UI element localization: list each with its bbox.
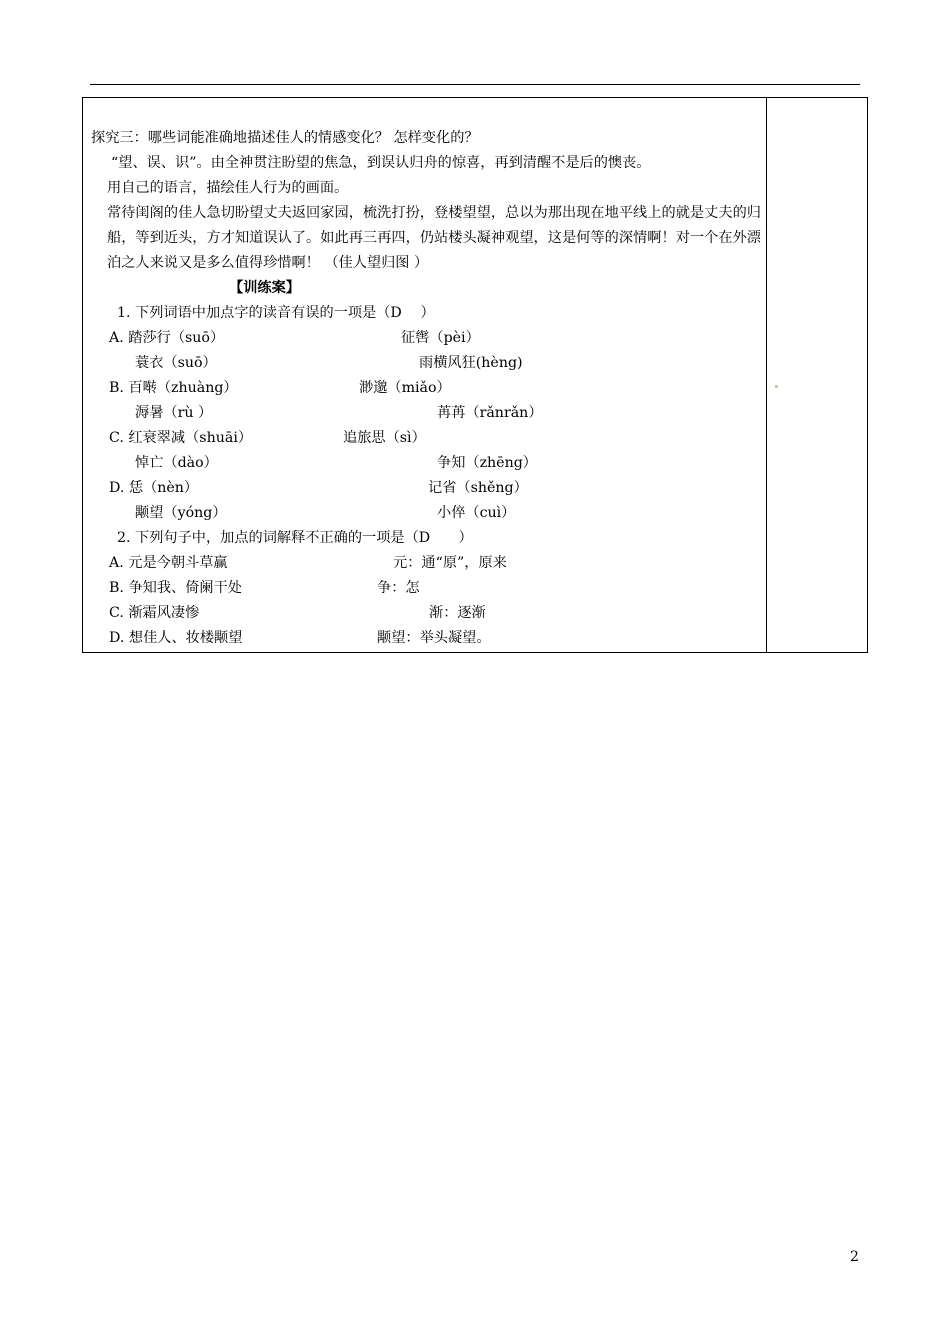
q2-option-right: 元：通“原”，原来 [393,555,507,571]
column-divider [766,98,767,652]
page-number: 2 [850,1249,859,1265]
q1-option-row [91,501,761,526]
q1-option-row [91,426,761,451]
explore-answer: “望、误、识”。由全神贯注盼望的焦急，到误认归舟的惊喜，再到清醒不是后的懊丧。 [111,155,651,171]
q1-option-row [91,376,761,401]
explore-title: 探究三：哪些词能准确地描述佳人的情感变化？ 怎样变化的？ [91,130,479,146]
q1-option-right: 渺邈（miǎo） [359,380,451,396]
q1-option-left: B. 百啭（zhuàng） [109,380,238,396]
q1-option-left: 蓑衣（suō） [135,355,217,371]
q1-option-left: 悼亡（dào） [135,455,218,471]
q1-option-right: 雨横风狂(hèng) [419,355,523,371]
q1-option-right: 征辔（pèi） [401,330,480,346]
q1-option-row [91,476,761,501]
q1-option-left: D. 恁（nèn） [109,480,199,496]
q2-option-left: A. 元是今朝斗草赢 [109,555,228,571]
q1-option-left: 颙望（yóng） [135,505,227,521]
q2-option-left: D. 想佳人、妆楼颙望 [109,630,243,646]
margin-dot [775,385,778,388]
q1-option-left: 溽暑（rù ） [135,405,213,421]
q2-option-left: C. 渐霜风凄惨 [109,605,200,621]
q1-option-row [91,351,761,376]
q2-option-row [91,601,761,626]
q1-option-row [91,326,761,351]
main-column [91,126,761,651]
q2-option-row [91,551,761,576]
q2-option-right: 渐：逐渐 [429,605,486,621]
q2-option-row [91,626,761,651]
content-table [82,97,868,653]
q2-option-left: B. 争知我、倚阑干处 [109,580,242,596]
explore-prompt: 用自己的语言，描绘佳人行为的画面。 [107,180,349,196]
q1-option-row [91,401,761,426]
question-2-stem: 2. 下列句子中，加点的词解释不正确的一项是（D ） [117,530,473,546]
question-1-stem: 1. 下列词语中加点字的读音有误的一项是（D ） [117,305,435,321]
explore-description: 常待闺阁的佳人急切盼望丈夫返回家园，梳洗打扮，登楼望望，总以为那出现在地平线上的就是丈夫的归船，等到近头，方才知道误认了。如此再三再四，仍站楼头凝神观望，这是何等的深情啊！对一个在外漂泊之人来说又是多么值得珍惜啊！ （佳人望归图 ） [107,205,761,271]
q1-option-right: 小倅（cuì） [437,505,516,521]
q1-option-right: 争知（zhēng） [437,455,537,471]
q1-option-row [91,451,761,476]
header-rule [90,84,860,85]
q2-option-right: 争：怎 [377,580,420,596]
q1-option-right: 苒苒（rǎnrǎn） [437,405,543,421]
q2-option-right: 颙望：举头凝望。 [377,630,491,646]
q1-option-right: 记省（shěng） [428,480,528,496]
q1-option-left: A. 踏莎行（suō） [109,330,225,346]
training-heading: 【训练案】 [229,280,300,296]
q1-option-right: 追旅思（sì） [343,430,426,446]
q2-option-row [91,576,761,601]
q1-option-left: C. 红衰翠减（shuāi） [109,430,253,446]
